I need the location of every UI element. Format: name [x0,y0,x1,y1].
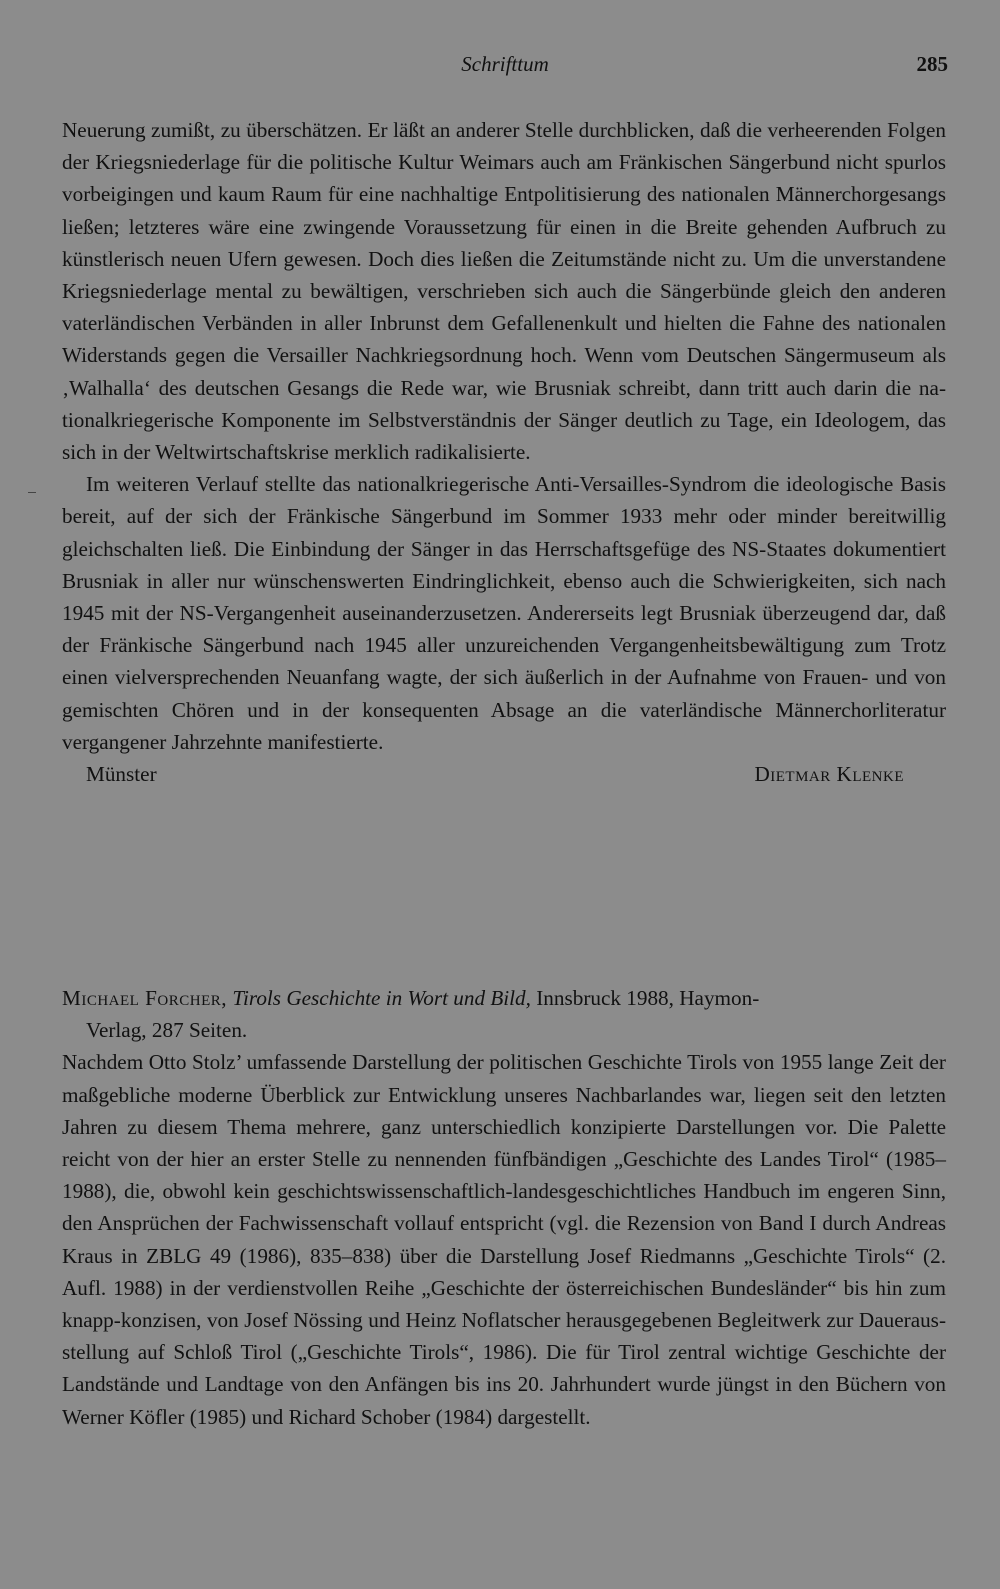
review2-paragraph-1: Nachdem Otto Stolz’ umfassende Darstellung der politischen Geschichte Tirols von 1955 lange Zeit der maßgebliche moderne Überblick zur Entwicklung unseres Nachbarlandes war, liegen seit den letzten Jahren zu diesem Thema mehrere, ganz unterschiedlich konzipierte Darstellungen vor. Die Palette reicht von der hier an erster Stelle zu nennenden fünfbändigen „Geschichte des Landes Tirol“ (1985–1988), die, obwohl kein geschichtswissenschaftlich-landesgeschichtliches Handbuch im engeren Sinn, den Ansprüchen der Fachwissenschaft vollauf entspricht (vgl. die Rezension von Band I durch Andreas Kraus in ZBLG 49 (1986), 835–838) über die Darstellung Josef Riedmanns „Geschichte Tirols“ (2. Aufl. 1988) in der verdienstvollen Reihe „Geschichte der österreichischen Bundesländer“ bis hin zum knapp-konzisen, von Josef Nössing und Heinz Noflatscher herausgegebenen Begleitwerk zur Dauerausstellung auf Schloß Tirol („Geschichte Tirols“, 1986). Die für Tirol zentral wichtige Geschichte der Landstände und Landtage von den Anfängen bis ins 20. Jahrhundert wurde jüngst in den Büchern von Werner Köfler (1985) und Richard Schober (1984) dargestellt. [62,1050,946,1429]
reviewed-title: Tirols Geschichte in Wort und Bild, [232,986,531,1010]
review1-paragraph-2: Im weiteren Verlauf stellte das nationalkriegerische Anti-Versailles-Syndrom die ideologische Basis bereit, auf der sich der Fränkische Sängerbund im Sommer 1933 mehr oder minder bereitwillig gleichschalten ließ. Die Einbindung der Sänger in das Herrschaftsgefüge des NS-Staates dokumentiert Brusniak in aller nur wünschenswerten Eindringlichkeit, ebenso auch die Schwierigkeiten, sich nach 1945 mit der NS-Vergangenheit auseinanderzusetzen. Andererseits legt Brusniak überzeugend dar, daß der Fränkische Sängerbund nach 1945 aller unzureichenden Vergangenheitsbewältigung zum Trotz einen vielversprechenden Neuanfang wagte, der sich äußerlich in der Aufnahme von Frauen- und von gemischten Chören und in der konsequenten Absage an die vaterländische Männerchorliteratur vergangener Jahrzehnte manifestierte. [62,472,946,754]
reviewed-author: Michael Forcher, [62,986,228,1010]
page-number: 285 [916,52,948,76]
signature-author: Dietmar Klenke [754,762,904,787]
running-head [62,52,948,84]
reviewed-imprint: Innsbruck 1988, Haymon- [536,986,760,1010]
review-signature [62,758,946,790]
running-title: Schrifttum [461,52,549,76]
margin-mark [28,492,36,493]
review-continuation [62,114,946,790]
review-heading [62,982,946,1014]
reviewed-imprint-cont: Verlag, 287 Seiten. [86,1018,248,1043]
review1-paragraph-1: Neuerung zumißt, zu überschätzen. Er läßt an anderer Stelle durchblicken, daß die verheerenden Folgen der Kriegsniederlage für die politische Kultur Weimars auch am Fränkischen Sängerbund nicht spurlos vorbeigingen und kaum Raum für eine nachhaltige Entpolitisierung des nationalen Männerchorgesangs ließen; letzteres wäre eine zwingende Voraussetzung für einen in die Breite gehenden Aufbruch zu künstlerisch neuen Ufern gewesen. Doch dies ließen die Zeitumstände nicht zu. Um die unverstandene Kriegsniederlage mental zu bewältigen, verschrieben sich auch die Sängerbünde gleich den anderen vaterländischen Verbänden in aller Inbrunst dem Gefallenenkult und hielten die Fahne des nationalen Widerstands gegen die Versailler Nachkriegsordnung hoch. Wenn vom Deutschen Sängermuseum als ‚Walhalla‘ des deutschen Gesangs die Rede war, wie Brusniak schreibt, dann tritt auch darin die nationalkriegerische Komponente im Selbstverständnis der Sänger deutlich zu Tage, ein Ideologem, das sich in der Weltwirtschaftskrise merklich radikalisierte. [62,118,946,465]
review-forcher [62,982,946,1433]
signature-place: Münster [86,762,157,787]
